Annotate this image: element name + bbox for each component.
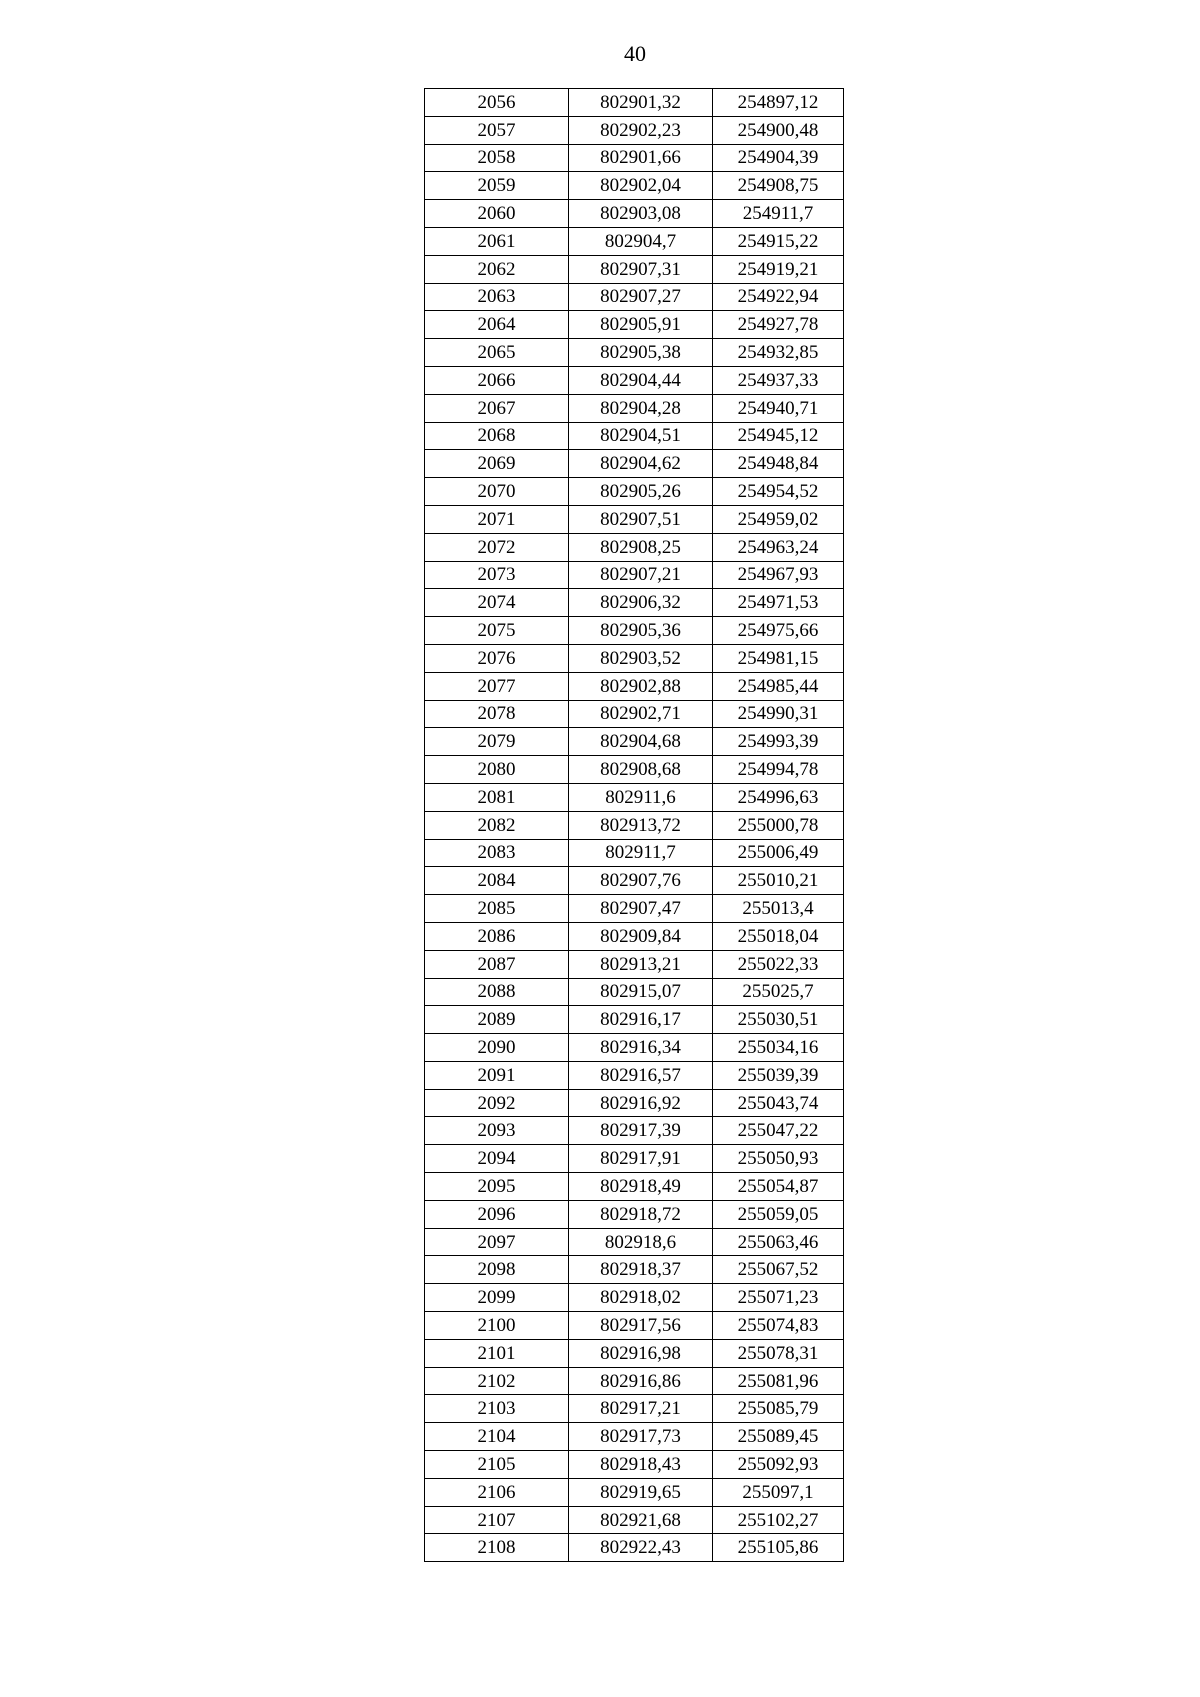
x-coordinate-cell: 802901,32: [569, 89, 713, 117]
point-number-cell: 2063: [425, 283, 569, 311]
table-row: [425, 450, 844, 478]
table-row: [425, 311, 844, 339]
coordinates-table-body: [425, 89, 844, 1562]
table-row: [425, 672, 844, 700]
table-row: [425, 895, 844, 923]
y-coordinate-cell: 255063,46: [713, 1228, 844, 1256]
point-number-cell: 2070: [425, 478, 569, 506]
y-coordinate-cell: 254904,39: [713, 144, 844, 172]
x-coordinate-cell: 802918,02: [569, 1284, 713, 1312]
x-coordinate-cell: 802917,91: [569, 1145, 713, 1173]
y-coordinate-cell: 255089,45: [713, 1423, 844, 1451]
x-coordinate-cell: 802916,92: [569, 1089, 713, 1117]
coordinates-table: [424, 88, 844, 1562]
table-row: [425, 505, 844, 533]
x-coordinate-cell: 802903,08: [569, 200, 713, 228]
point-number-cell: 2100: [425, 1312, 569, 1340]
y-coordinate-cell: 255013,4: [713, 895, 844, 923]
point-number-cell: 2073: [425, 561, 569, 589]
x-coordinate-cell: 802918,72: [569, 1200, 713, 1228]
point-number-cell: 2083: [425, 839, 569, 867]
x-coordinate-cell: 802916,34: [569, 1034, 713, 1062]
point-number-cell: 2081: [425, 783, 569, 811]
table-row: [425, 1284, 844, 1312]
y-coordinate-cell: 254897,12: [713, 89, 844, 117]
point-number-cell: 2058: [425, 144, 569, 172]
x-coordinate-cell: 802903,52: [569, 644, 713, 672]
x-coordinate-cell: 802917,21: [569, 1395, 713, 1423]
table-row: [425, 1478, 844, 1506]
x-coordinate-cell: 802917,56: [569, 1312, 713, 1340]
table-row: [425, 783, 844, 811]
table-row: [425, 478, 844, 506]
point-number-cell: 2075: [425, 617, 569, 645]
x-coordinate-cell: 802917,39: [569, 1117, 713, 1145]
x-coordinate-cell: 802918,49: [569, 1173, 713, 1201]
point-number-cell: 2108: [425, 1534, 569, 1562]
x-coordinate-cell: 802918,43: [569, 1451, 713, 1479]
table-row: [425, 394, 844, 422]
point-number-cell: 2069: [425, 450, 569, 478]
x-coordinate-cell: 802908,25: [569, 533, 713, 561]
table-row: [425, 172, 844, 200]
page-number: 40: [624, 41, 646, 66]
y-coordinate-cell: 254959,02: [713, 505, 844, 533]
table-row: [425, 255, 844, 283]
point-number-cell: 2086: [425, 922, 569, 950]
table-row: [425, 283, 844, 311]
point-number-cell: 2071: [425, 505, 569, 533]
x-coordinate-cell: 802911,6: [569, 783, 713, 811]
point-number-cell: 2089: [425, 1006, 569, 1034]
table-row: [425, 644, 844, 672]
point-number-cell: 2107: [425, 1506, 569, 1534]
point-number-cell: 2087: [425, 950, 569, 978]
x-coordinate-cell: 802918,37: [569, 1256, 713, 1284]
x-coordinate-cell: 802905,38: [569, 339, 713, 367]
y-coordinate-cell: 254981,15: [713, 644, 844, 672]
x-coordinate-cell: 802901,66: [569, 144, 713, 172]
table-row: [425, 561, 844, 589]
point-number-cell: 2060: [425, 200, 569, 228]
point-number-cell: 2074: [425, 589, 569, 617]
x-coordinate-cell: 802921,68: [569, 1506, 713, 1534]
y-coordinate-cell: 255054,87: [713, 1173, 844, 1201]
point-number-cell: 2078: [425, 700, 569, 728]
y-coordinate-cell: 255074,83: [713, 1312, 844, 1340]
point-number-cell: 2067: [425, 394, 569, 422]
point-number-cell: 2057: [425, 116, 569, 144]
table-row: [425, 1339, 844, 1367]
table-row: [425, 339, 844, 367]
table-row: [425, 200, 844, 228]
y-coordinate-cell: 255010,21: [713, 867, 844, 895]
point-number-cell: 2077: [425, 672, 569, 700]
y-coordinate-cell: 254919,21: [713, 255, 844, 283]
point-number-cell: 2104: [425, 1423, 569, 1451]
table-row: [425, 1117, 844, 1145]
table-row: [425, 1367, 844, 1395]
y-coordinate-cell: 254994,78: [713, 756, 844, 784]
x-coordinate-cell: 802916,98: [569, 1339, 713, 1367]
y-coordinate-cell: 254922,94: [713, 283, 844, 311]
y-coordinate-cell: 254932,85: [713, 339, 844, 367]
table-row: [425, 589, 844, 617]
y-coordinate-cell: 255059,05: [713, 1200, 844, 1228]
x-coordinate-cell: 802904,62: [569, 450, 713, 478]
point-number-cell: 2097: [425, 1228, 569, 1256]
table-row: [425, 1451, 844, 1479]
table-row: [425, 839, 844, 867]
y-coordinate-cell: 255022,33: [713, 950, 844, 978]
x-coordinate-cell: 802918,6: [569, 1228, 713, 1256]
point-number-cell: 2090: [425, 1034, 569, 1062]
point-number-cell: 2080: [425, 756, 569, 784]
point-number-cell: 2095: [425, 1173, 569, 1201]
y-coordinate-cell: 254985,44: [713, 672, 844, 700]
y-coordinate-cell: 254908,75: [713, 172, 844, 200]
x-coordinate-cell: 802917,73: [569, 1423, 713, 1451]
point-number-cell: 2059: [425, 172, 569, 200]
y-coordinate-cell: 254971,53: [713, 589, 844, 617]
x-coordinate-cell: 802913,72: [569, 811, 713, 839]
y-coordinate-cell: 254937,33: [713, 366, 844, 394]
y-coordinate-cell: 255081,96: [713, 1367, 844, 1395]
x-coordinate-cell: 802907,27: [569, 283, 713, 311]
x-coordinate-cell: 802908,68: [569, 756, 713, 784]
point-number-cell: 2072: [425, 533, 569, 561]
y-coordinate-cell: 254990,31: [713, 700, 844, 728]
table-row: [425, 1228, 844, 1256]
y-coordinate-cell: 255067,52: [713, 1256, 844, 1284]
x-coordinate-cell: 802916,86: [569, 1367, 713, 1395]
y-coordinate-cell: 255034,16: [713, 1034, 844, 1062]
x-coordinate-cell: 802907,51: [569, 505, 713, 533]
y-coordinate-cell: 255030,51: [713, 1006, 844, 1034]
point-number-cell: 2103: [425, 1395, 569, 1423]
table-row: [425, 811, 844, 839]
table-row: [425, 922, 844, 950]
x-coordinate-cell: 802919,65: [569, 1478, 713, 1506]
x-coordinate-cell: 802907,76: [569, 867, 713, 895]
point-number-cell: 2096: [425, 1200, 569, 1228]
x-coordinate-cell: 802902,88: [569, 672, 713, 700]
point-number-cell: 2101: [425, 1339, 569, 1367]
x-coordinate-cell: 802907,47: [569, 895, 713, 923]
table-row: [425, 116, 844, 144]
x-coordinate-cell: 802902,23: [569, 116, 713, 144]
table-row: [425, 1089, 844, 1117]
y-coordinate-cell: 255085,79: [713, 1395, 844, 1423]
x-coordinate-cell: 802905,91: [569, 311, 713, 339]
y-coordinate-cell: 255043,74: [713, 1089, 844, 1117]
table-row: [425, 89, 844, 117]
y-coordinate-cell: 255047,22: [713, 1117, 844, 1145]
point-number-cell: 2064: [425, 311, 569, 339]
point-number-cell: 2085: [425, 895, 569, 923]
x-coordinate-cell: 802902,71: [569, 700, 713, 728]
x-coordinate-cell: 802905,26: [569, 478, 713, 506]
point-number-cell: 2099: [425, 1284, 569, 1312]
table-row: [425, 728, 844, 756]
point-number-cell: 2098: [425, 1256, 569, 1284]
point-number-cell: 2082: [425, 811, 569, 839]
point-number-cell: 2065: [425, 339, 569, 367]
y-coordinate-cell: 255105,86: [713, 1534, 844, 1562]
y-coordinate-cell: 254967,93: [713, 561, 844, 589]
x-coordinate-cell: 802907,21: [569, 561, 713, 589]
x-coordinate-cell: 802902,04: [569, 172, 713, 200]
table-row: [425, 1395, 844, 1423]
y-coordinate-cell: 254911,7: [713, 200, 844, 228]
table-row: [425, 1006, 844, 1034]
x-coordinate-cell: 802904,44: [569, 366, 713, 394]
point-number-cell: 2091: [425, 1061, 569, 1089]
x-coordinate-cell: 802904,51: [569, 422, 713, 450]
y-coordinate-cell: 254993,39: [713, 728, 844, 756]
y-coordinate-cell: 255025,7: [713, 978, 844, 1006]
table-row: [425, 1145, 844, 1173]
point-number-cell: 2088: [425, 978, 569, 1006]
point-number-cell: 2061: [425, 227, 569, 255]
y-coordinate-cell: 254945,12: [713, 422, 844, 450]
point-number-cell: 2056: [425, 89, 569, 117]
point-number-cell: 2076: [425, 644, 569, 672]
table-row: [425, 1200, 844, 1228]
y-coordinate-cell: 255050,93: [713, 1145, 844, 1173]
y-coordinate-cell: 255039,39: [713, 1061, 844, 1089]
table-row: [425, 1061, 844, 1089]
x-coordinate-cell: 802909,84: [569, 922, 713, 950]
point-number-cell: 2094: [425, 1145, 569, 1173]
y-coordinate-cell: 254927,78: [713, 311, 844, 339]
table-row: [425, 1506, 844, 1534]
x-coordinate-cell: 802916,17: [569, 1006, 713, 1034]
y-coordinate-cell: 254996,63: [713, 783, 844, 811]
y-coordinate-cell: 254948,84: [713, 450, 844, 478]
x-coordinate-cell: 802906,32: [569, 589, 713, 617]
x-coordinate-cell: 802904,68: [569, 728, 713, 756]
y-coordinate-cell: 254975,66: [713, 617, 844, 645]
table-row: [425, 533, 844, 561]
x-coordinate-cell: 802904,28: [569, 394, 713, 422]
table-row: [425, 1256, 844, 1284]
table-row: [425, 227, 844, 255]
table-row: [425, 422, 844, 450]
table-row: [425, 978, 844, 1006]
point-number-cell: 2062: [425, 255, 569, 283]
point-number-cell: 2084: [425, 867, 569, 895]
y-coordinate-cell: 254900,48: [713, 116, 844, 144]
point-number-cell: 2105: [425, 1451, 569, 1479]
y-coordinate-cell: 254963,24: [713, 533, 844, 561]
table-row: [425, 867, 844, 895]
point-number-cell: 2068: [425, 422, 569, 450]
table-row: [425, 617, 844, 645]
point-number-cell: 2092: [425, 1089, 569, 1117]
y-coordinate-cell: 255071,23: [713, 1284, 844, 1312]
x-coordinate-cell: 802905,36: [569, 617, 713, 645]
x-coordinate-cell: 802922,43: [569, 1534, 713, 1562]
table-row: [425, 144, 844, 172]
table-row: [425, 1423, 844, 1451]
x-coordinate-cell: 802916,57: [569, 1061, 713, 1089]
table-row: [425, 1034, 844, 1062]
table-row: [425, 1173, 844, 1201]
y-coordinate-cell: 254915,22: [713, 227, 844, 255]
y-coordinate-cell: 254954,52: [713, 478, 844, 506]
y-coordinate-cell: 255000,78: [713, 811, 844, 839]
x-coordinate-cell: 802915,07: [569, 978, 713, 1006]
y-coordinate-cell: 255078,31: [713, 1339, 844, 1367]
y-coordinate-cell: 255092,93: [713, 1451, 844, 1479]
table-row: [425, 1312, 844, 1340]
y-coordinate-cell: 255102,27: [713, 1506, 844, 1534]
x-coordinate-cell: 802913,21: [569, 950, 713, 978]
table-row: [425, 1534, 844, 1562]
y-coordinate-cell: 255097,1: [713, 1478, 844, 1506]
y-coordinate-cell: 255018,04: [713, 922, 844, 950]
table-row: [425, 700, 844, 728]
table-row: [425, 756, 844, 784]
x-coordinate-cell: 802911,7: [569, 839, 713, 867]
y-coordinate-cell: 254940,71: [713, 394, 844, 422]
x-coordinate-cell: 802904,7: [569, 227, 713, 255]
point-number-cell: 2066: [425, 366, 569, 394]
y-coordinate-cell: 255006,49: [713, 839, 844, 867]
table-row: [425, 950, 844, 978]
point-number-cell: 2102: [425, 1367, 569, 1395]
table-row: [425, 366, 844, 394]
point-number-cell: 2106: [425, 1478, 569, 1506]
point-number-cell: 2079: [425, 728, 569, 756]
x-coordinate-cell: 802907,31: [569, 255, 713, 283]
point-number-cell: 2093: [425, 1117, 569, 1145]
